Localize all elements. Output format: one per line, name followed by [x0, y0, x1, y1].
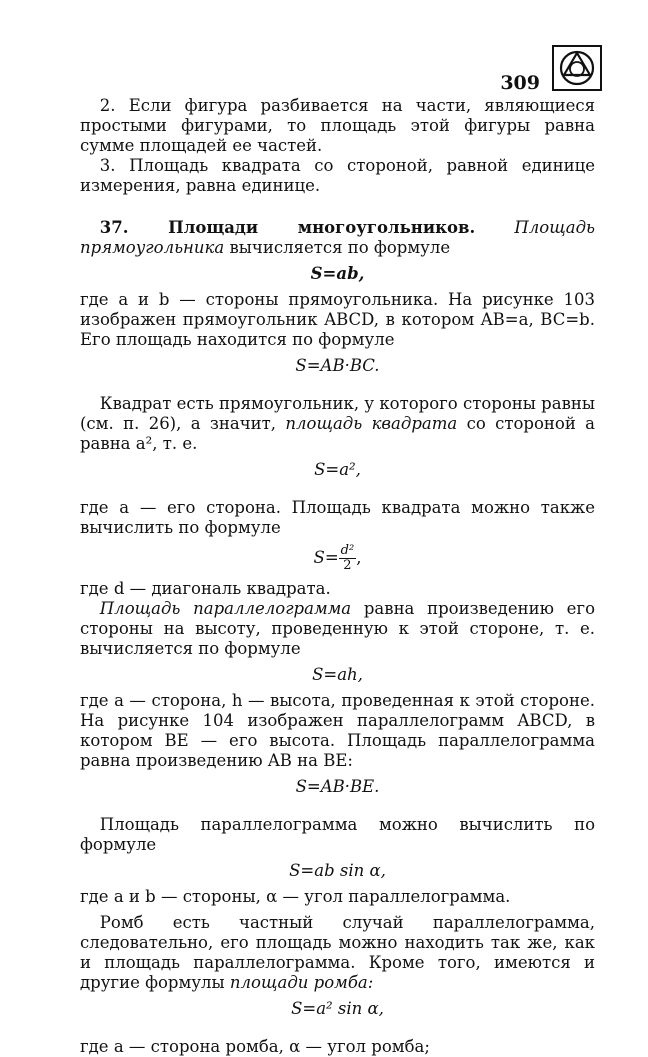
diag-denominator: 2	[343, 558, 352, 573]
para-parallelogram-2: где a — сторона, h — высота, проведенная к этой стороне. На рисунке 104 изображен параллелограмм ABCD, в котором BE — его высота. Площадь параллелограмма равна произведению AB на BE:	[80, 691, 595, 770]
formula-rectangle: S=ab,	[310, 264, 365, 283]
formula-square: S=a²,	[314, 460, 361, 479]
para-rhombus-2: где a — сторона ромба, α — угол ромба;	[80, 1037, 430, 1056]
term-parallelogram-area: Площадь параллелограмма	[99, 599, 352, 618]
term-square-area: площадь квадрата	[285, 414, 458, 433]
rhombus-text: Ромб есть частный случай параллелограмма, следовательно, его площадь можно находить так же, как и площадь параллелограмма. Кроме того, имеются и другие формулы	[80, 913, 595, 992]
diag-end: ,	[356, 548, 362, 567]
item-2: 2. Если фигура разбивается на части, являющиеся простыми фигурами, то площадь этой фигуры равна сумме площадей ее частей.	[80, 96, 595, 155]
item-3: 3. Площадь квадрата со стороной, равной единице измерения, равна единице.	[80, 156, 595, 195]
formula-parallelogram: S=ah,	[312, 665, 363, 684]
para-parallelogram-3: Площадь параллелограмма можно вычислить по формуле	[80, 815, 595, 854]
formula-square-diagonal	[80, 544, 595, 573]
para-parallelogram	[80, 599, 595, 659]
square-text-2: со стороной a равна a², т. е.	[80, 414, 596, 453]
para-parallelogram-4: где a и b — стороны, α — угол параллелограмма.	[80, 887, 511, 906]
formula-rectangle-sides: S=AB·BC.	[295, 356, 380, 375]
formula-parallelogram-sin: S=ab sin α,	[289, 861, 386, 880]
diag-numerator: d²	[340, 543, 355, 558]
page-body	[80, 96, 595, 1057]
para-square-diagonal: где a — его сторона. Площадь квадрата можно также вычислить по формуле	[80, 498, 595, 537]
square-text-1: Квадрат есть прямоугольник, у которого стороны равны (см. п. 26), а значит,	[80, 394, 595, 433]
section-37-intro	[80, 218, 595, 258]
formula-rhombus: S=a² sin α,	[291, 999, 384, 1018]
formula-parallelogram-height: S=AB·BE.	[295, 777, 380, 796]
intro-rest: вычисляется по формуле	[229, 238, 451, 257]
para-rectangle: где a и b — стороны прямоугольника. На рисунке 103 изображен прямоугольник ABCD, в котором AB=a, BC=b. Его площадь находится по формуле	[80, 290, 595, 349]
triangle-in-circle-icon	[552, 45, 602, 91]
para-diagonal: где d — диагональ квадрата.	[80, 579, 331, 598]
diag-lhs: S=	[313, 548, 339, 567]
diag-fraction	[339, 544, 357, 573]
page-number: 309	[500, 72, 540, 94]
term-rhombus-area: площади ромба:	[229, 973, 374, 992]
parallelogram-text: равна произведению его стороны на высоту, проведенную к этой стороне, т. е. вычисляется по формуле	[80, 599, 595, 658]
para-square	[80, 394, 595, 454]
para-rhombus	[80, 913, 595, 993]
section-heading: 37. Площади многоугольников.	[99, 218, 476, 237]
term-rectangle-area: Площадь прямоугольника	[80, 218, 596, 257]
